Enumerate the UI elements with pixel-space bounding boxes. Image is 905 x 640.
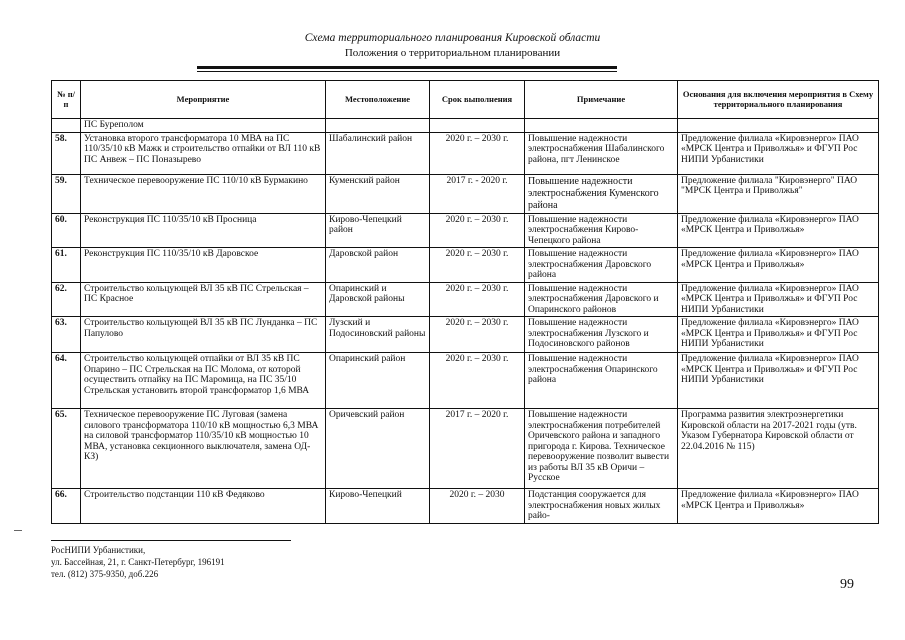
row-basis: Предложение филиала «Кировэнерго» ПАО «МРСК Центра и Приволжья» xyxy=(678,489,879,524)
row-place: Опаринский район xyxy=(326,353,430,409)
row-basis: Предложение филиала «Кировэнерго» ПАО «МРСК Центра и Приволжья» и ФГУП Рос НИПИ Урбанистики xyxy=(678,282,879,317)
row-place: Оричевский район xyxy=(326,409,430,489)
row-place: Куменский район xyxy=(326,174,430,213)
row-basis: Программа развития электроэнергетики Кировской области на 2017-2021 годы (утв. Указом Губернатора Кировской области от 22.04.2016 № 115) xyxy=(678,409,879,489)
footer-address: ул. Бассейная, 21, г. Санкт-Петербург, 196191 xyxy=(51,557,225,567)
row-note: Повышение надежности электроснабжения Опаринского района xyxy=(525,353,678,409)
row-event: Строительство кольцующей отпайки от ВЛ 35 кВ ПС Опарино – ПС Стрельская на ПС Молома, от которой осуществить отпайку на ПС Маромица, на ПС 35/10 Стрельская установить второй трансформатор 1,6 МВА xyxy=(81,353,326,409)
row-place: Даровской район xyxy=(326,248,430,283)
row-basis: Предложение филиала «Кировэнерго» ПАО «МРСК Центра и Приволжья» и ФГУП Рос НИПИ Урбанистики xyxy=(678,132,879,174)
row-basis: Предложение филиала «Кировэнерго» ПАО «МРСК Центра и Приволжья» и ФГУП Рос НИПИ Урбанистики xyxy=(678,317,879,353)
table-row xyxy=(52,353,879,409)
row-number: 66. xyxy=(52,489,81,524)
table-row xyxy=(52,174,879,213)
row-event: Техническое перевооружение ПС Луговая (замена силового трансформатора 110/10 кВ мощностью 6,3 МВА на силовой трансформатор 110/35/10 кВ мощностью 10 МВА, установка секционного выключателя, замена ОД-КЗ) xyxy=(81,409,326,489)
table-header-row xyxy=(52,81,879,119)
row-event: Техническое перевооружение ПС 110/10 кВ Бурмакино xyxy=(81,174,326,213)
carry-over-text: ПС Бурепoлом xyxy=(81,119,326,133)
row-basis: Предложение филиала «Кировэнерго» ПАО «МРСК Центра и Приволжья» и ФГУП Рос НИПИ Урбанистики xyxy=(678,353,879,409)
row-number: 60. xyxy=(52,213,81,248)
row-note: Подстанция сооружается для электроснабжения новых жилых райо- xyxy=(525,489,678,524)
row-number: 65. xyxy=(52,409,81,489)
row-term: 2020 г. – 2030 г. xyxy=(430,132,525,174)
row-place: Шабалинский район xyxy=(326,132,430,174)
row-note: Повышение надежности электроснабжения Даровского и Опаринского районов xyxy=(525,282,678,317)
row-note: Повышение надежности электроснабжения Даровского района xyxy=(525,248,678,283)
row-number: 63. xyxy=(52,317,81,353)
row-number: 62. xyxy=(52,282,81,317)
row-basis: Предложение филиала «Кировэнерго» ПАО «МРСК Центра и Приволжья» xyxy=(678,213,879,248)
table-row xyxy=(52,317,879,353)
row-basis: Предложение филиала "Кировэнерго" ПАО "МРСК Центра и Приволжья" xyxy=(678,174,879,213)
table-row xyxy=(52,409,879,489)
row-event: Установка второго трансформатора 10 МВА на ПС 110/35/10 кВ Мажк и строительство отпайки от ВЛ 110 кВ ПС Анвеж – ПС Поназырево xyxy=(81,132,326,174)
table-row-carry-over xyxy=(52,119,879,133)
row-number: 59. xyxy=(52,174,81,213)
row-term: 2020 г. – 2030 xyxy=(430,489,525,524)
page-number: 99 xyxy=(840,577,854,592)
col-header-num: № п/п xyxy=(52,81,81,119)
row-term: 2020 г. – 2030 г. xyxy=(430,353,525,409)
row-place: Кирово-Чепецкий xyxy=(326,489,430,524)
col-header-place: Местоположение xyxy=(326,81,430,119)
footer-org: РосНИПИ Урбанистики, xyxy=(51,545,146,555)
table-row xyxy=(52,248,879,283)
row-number: 58. xyxy=(52,132,81,174)
col-header-event: Мероприятие xyxy=(81,81,326,119)
table-row xyxy=(52,489,879,524)
header-rule-thin xyxy=(197,71,617,72)
row-event: Строительство подстанции 110 кВ Федяково xyxy=(81,489,326,524)
document-title: Схема территориального планирования Кировской области xyxy=(304,32,601,44)
row-number: 61. xyxy=(52,248,81,283)
row-place: Опаринский и Даровской районы xyxy=(326,282,430,317)
margin-mark xyxy=(14,530,22,531)
row-term: 2020 г. – 2030 г. xyxy=(430,213,525,248)
row-note: Повышение надежности электроснабжения Кирово-Чепецкого района xyxy=(525,213,678,248)
col-header-term: Срок выполнения xyxy=(430,81,525,119)
row-event: Строительство кольцующей ВЛ 35 кВ ПС Лунданка – ПС Папулово xyxy=(81,317,326,353)
row-note: Повышение надежности электроснабжения потребителей Оричевского района и западного пригорода г. Кирова. Техническое перевооружение позволит вывести из работы ВЛ 35 кВ Оричи – Русское xyxy=(525,409,678,489)
row-term: 2017 г. - 2020 г. xyxy=(430,174,525,213)
row-number: 64. xyxy=(52,353,81,409)
row-note: Повышение надежности электроснабжения Куменского района xyxy=(525,174,678,213)
row-note: Повышение надежности электроснабжения Шабалинского района, пгт Ленинское xyxy=(525,132,678,174)
footer-phone: тел. (812) 375-9350, доб.226 xyxy=(51,569,159,579)
row-term: 2020 г. – 2030 г. xyxy=(430,282,525,317)
footer-rule xyxy=(51,540,291,541)
col-header-note: Примечание xyxy=(525,81,678,119)
document-subtitle: Положения о территориальном планировании xyxy=(344,47,561,59)
table-row xyxy=(52,132,879,174)
table-row xyxy=(52,213,879,248)
row-term: 2020 г. – 2030 г. xyxy=(430,317,525,353)
row-term: 2017 г. – 2020 г. xyxy=(430,409,525,489)
row-event: Реконструкция ПС 110/35/10 кВ Просница xyxy=(81,213,326,248)
row-note: Повышение надежности электроснабжения Лузского и Подосиновского районов xyxy=(525,317,678,353)
table-row xyxy=(52,282,879,317)
row-event: Строительство кольцующей ВЛ 35 кВ ПС Стрельская – ПС Красное xyxy=(81,282,326,317)
row-place: Кирово-Чепецкий район xyxy=(326,213,430,248)
row-term: 2020 г. – 2030 г. xyxy=(430,248,525,283)
header-rule-thick xyxy=(197,66,617,69)
measures-table xyxy=(51,80,879,524)
col-header-basis: Основания для включения мероприятия в Схему территориального планирования xyxy=(678,81,879,119)
row-place: Лузский и Подосиновский районы xyxy=(326,317,430,353)
row-basis: Предложение филиала «Кировэнерго» ПАО «МРСК Центра и Приволжья» xyxy=(678,248,879,283)
row-event: Реконструкция ПС 110/35/10 кВ Даровское xyxy=(81,248,326,283)
